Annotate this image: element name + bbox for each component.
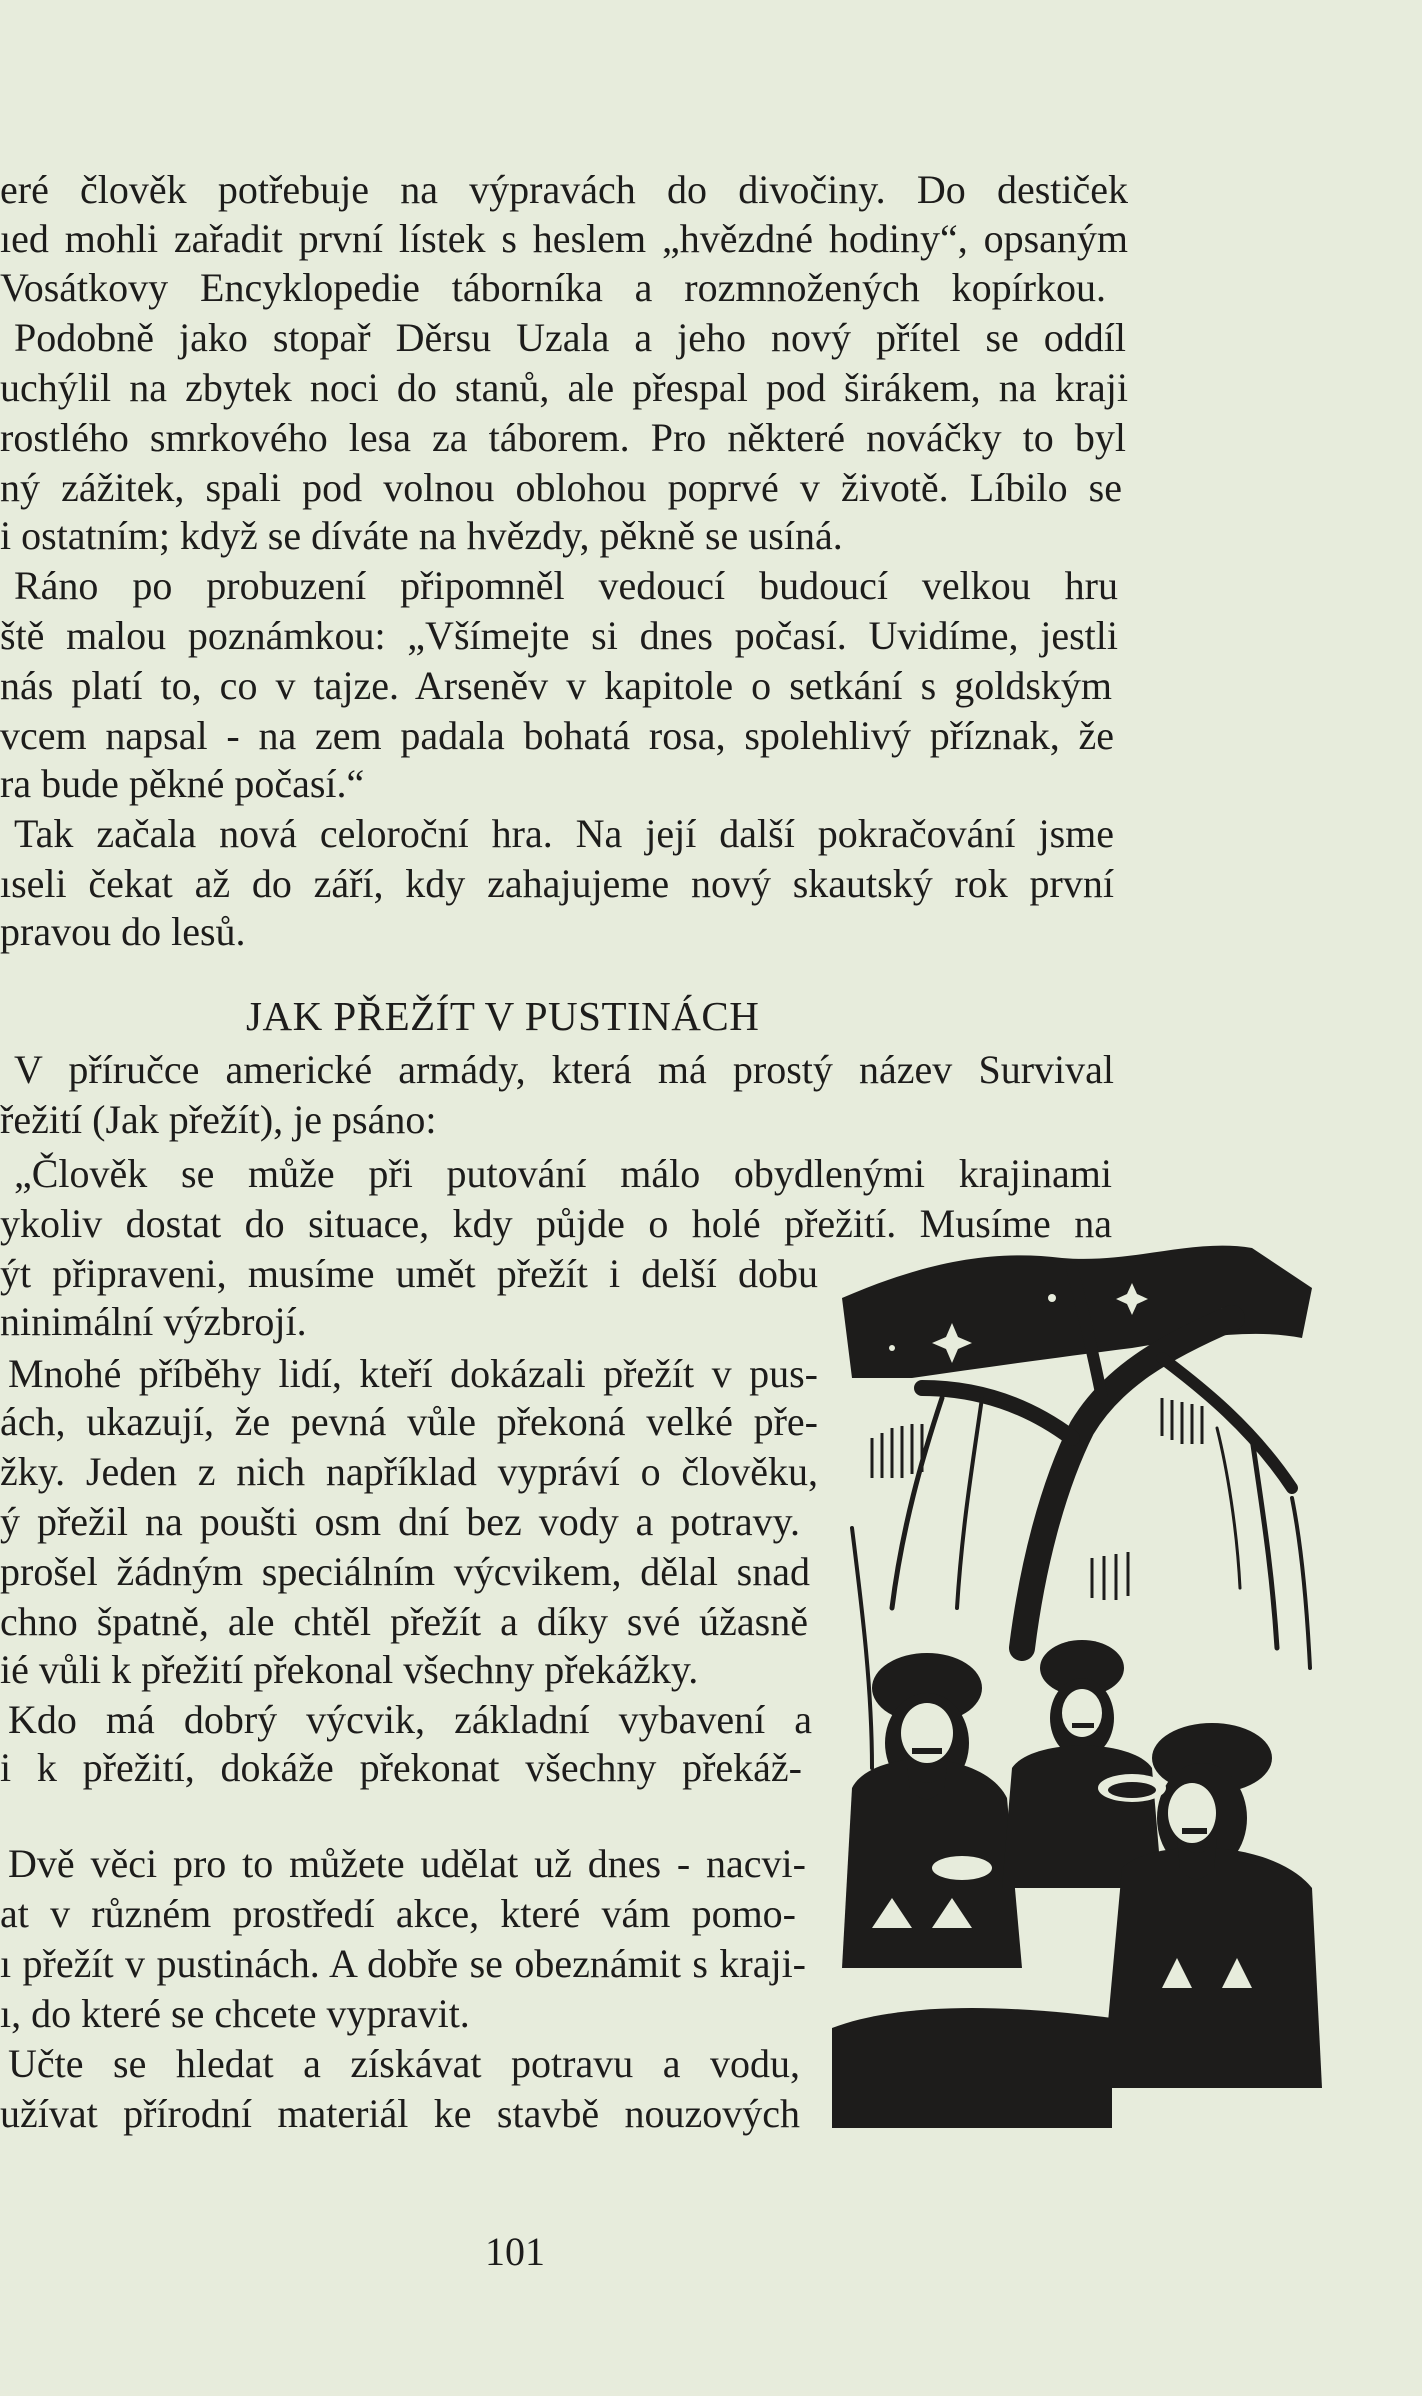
- text-line: ách, ukazují, že pevná vůle překoná velké pře-: [0, 1399, 818, 1444]
- text-line: i ostatním; když se díváte na hvězdy, pěkně se usíná.: [0, 513, 843, 558]
- text-line: Dvě věci pro to můžete udělat už dnes - nacvi-: [8, 1841, 806, 1886]
- text-line: ykoliv dostat do situace, kdy půjde o holé přežití. Musíme na: [0, 1201, 1112, 1246]
- text-line: ýt připraveni, musíme umět přežít i delší dobu: [0, 1251, 818, 1296]
- text-line: Mnohé příběhy lidí, kteří dokázali přežít v pus-: [8, 1351, 818, 1396]
- text-line: ště malou poznámkou: „Všímejte si dnes počasí. Uvidíme, jestli: [0, 613, 1118, 658]
- text-line: prošel žádným speciálním výcvikem, dělal snad: [0, 1549, 810, 1594]
- text-line: nás platí to, co v tajze. Arseněv v kapitole o setkání s goldským: [0, 663, 1112, 708]
- text-line: vcem napsal - na zem padala bohatá rosa, spolehlivý příznak, že: [0, 713, 1114, 758]
- text-line: ié vůli k přežití překonal všechny překážky.: [0, 1647, 699, 1692]
- text-line: ra bude pěkné počasí.“: [0, 761, 365, 806]
- text-line: Kdo má dobrý výcvik, základní vybavení a: [8, 1697, 812, 1742]
- text-line: užívat přírodní materiál ke stavbě nouzových: [0, 2091, 800, 2136]
- text-line: ný zážitek, spali pod volnou oblohou poprvé v životě. Líbilo se: [0, 465, 1122, 510]
- text-line: Učte se hledat a získávat potravu a vodu,: [8, 2041, 800, 2086]
- text-line: uchýlil na zbytek noci do stanů, ale přespal pod širákem, na kraji: [0, 365, 1128, 410]
- text-line: „Člověk se může při putování málo obydlenými krajinami: [14, 1151, 1112, 1196]
- woodcut-illustration: [832, 1228, 1332, 2128]
- text-line: Ráno po probuzení připomněl vedoucí budoucí velkou hru: [14, 563, 1118, 608]
- text-line: žky. Jeden z nich například vypráví o člověku,: [0, 1449, 818, 1494]
- text-line: chno špatně, ale chtěl přežít a díky své úžasně: [0, 1599, 808, 1644]
- text-line: rostlého smrkového lesa za táborem. Pro některé nováčky to byl: [0, 415, 1126, 460]
- text-line: pravou do lesů.: [0, 909, 246, 954]
- text-line: ı, do které se chcete vypravit.: [0, 1991, 470, 2036]
- text-line: Vosátkovy Encyklopedie táborníka a rozmnožených kopírkou.: [0, 265, 1106, 310]
- text-line: Tak začala nová celoroční hra. Na její další pokračování jsme: [14, 811, 1114, 856]
- text-line: Podobně jako stopař Děrsu Uzala a jeho nový přítel se oddíl: [14, 315, 1126, 360]
- section-heading: JAK PŘEŽÍT V PUSTINÁCH: [246, 993, 760, 1039]
- text-line: ninimální výzbrojí.: [0, 1299, 307, 1344]
- text-line: ý přežil na poušti osm dní bez vody a potravy.: [0, 1499, 800, 1544]
- text-line: eré člověk potřebuje na výpravách do divočiny. Do destiček: [0, 167, 1128, 212]
- text-line: ı přežít v pustinách. A dobře se obeznámit s kraji-: [0, 1941, 806, 1986]
- page-number: 101: [485, 2229, 545, 2274]
- text-line: řežití (Jak přežít), je psáno:: [0, 1097, 437, 1142]
- text-line: at v různém prostředí akce, které vám pomo-: [0, 1891, 796, 1936]
- text-line: V příručce americké armády, která má prostý název Survival: [14, 1047, 1114, 1092]
- text-line: ıseli čekat až do září, kdy zahajujeme nový skautský rok první: [0, 861, 1114, 906]
- text-line: i k přežití, dokáže překonat všechny překáž-: [0, 1745, 802, 1790]
- text-line: ıed mohli zařadit první lístek s heslem „hvězdné hodiny“, opsaným: [0, 216, 1128, 261]
